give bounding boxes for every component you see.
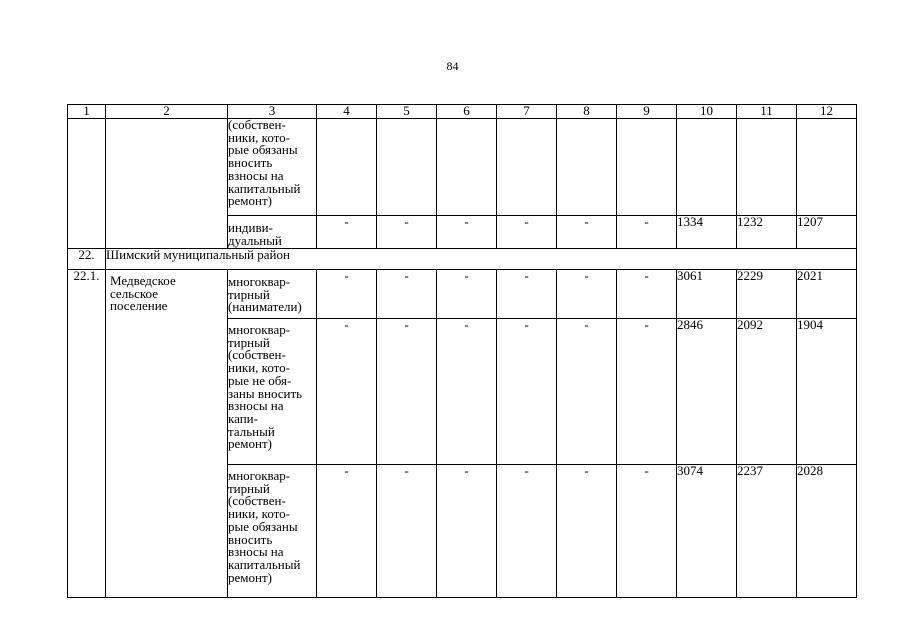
dash-cell: - [557,465,617,598]
table-cell [317,119,377,216]
table-cell [677,119,737,216]
column-header: 7 [497,105,557,119]
dash-cell: - [557,270,617,319]
value-cell: 1334 [677,216,737,249]
column-header: 1 [68,105,106,119]
table-cell [437,119,497,216]
dash-cell: - [317,216,377,249]
dash-cell: - [497,216,557,249]
dash-cell: - [497,319,557,465]
value-cell: 2092 [737,319,797,465]
column-header: 9 [617,105,677,119]
dash-cell: - [437,270,497,319]
category-cell: индиви- дуальный [228,216,317,249]
table-cell [557,119,617,216]
column-header: 2 [106,105,228,119]
table-cell [497,119,557,216]
dash-cell: - [377,216,437,249]
settlement-name: Медведское сельское поселение [106,270,228,598]
dash-cell: - [377,465,437,598]
value-cell: 3061 [677,270,737,319]
header-row [68,105,857,119]
column-header: 8 [557,105,617,119]
value-cell: 2846 [677,319,737,465]
dash-cell: - [437,216,497,249]
column-header: 10 [677,105,737,119]
dash-cell: - [617,319,677,465]
value-cell: 2237 [737,465,797,598]
table-row-tenants [68,270,857,319]
district-name: Шимский муниципальный район [106,249,857,270]
dash-cell: - [317,270,377,319]
value-cell: 3074 [677,465,737,598]
dash-cell: - [377,270,437,319]
column-header: 4 [317,105,377,119]
dash-cell: - [617,270,677,319]
table-cell [617,119,677,216]
value-cell: 1904 [797,319,857,465]
dash-cell: - [437,465,497,598]
value-cell: 2229 [737,270,797,319]
column-header: 3 [228,105,317,119]
table-cell [797,119,857,216]
tariff-table [67,104,857,598]
column-header: 6 [437,105,497,119]
dash-cell: - [377,319,437,465]
value-cell: 2028 [797,465,857,598]
settlement-code: 22.1. [68,270,106,598]
dash-cell: - [617,216,677,249]
category-cell: многоквар- тирный (наниматели) [228,270,317,319]
page-number: 84 [446,59,459,73]
value-cell: 2021 [797,270,857,319]
table-cell [68,119,106,249]
dash-cell: - [497,465,557,598]
table-row-continued [68,119,857,216]
table-cell [377,119,437,216]
category-cell: многоквар- тирный (собствен- ники, кото- рые обязаны вносить взносы на капитальный ремонт) [228,465,317,598]
column-header: 11 [737,105,797,119]
dash-cell: - [317,319,377,465]
column-header: 12 [797,105,857,119]
district-row [68,249,857,270]
dash-cell: - [317,465,377,598]
table-cell [737,119,797,216]
category-cell: многоквар- тирный (собствен- ники, кото- рые не обя- заны вносить взносы на капи- тальный ремонт) [228,319,317,465]
district-code: 22. [68,249,106,270]
dash-cell: - [557,319,617,465]
dash-cell: - [497,270,557,319]
dash-cell: - [617,465,677,598]
column-header: 5 [377,105,437,119]
dash-cell: - [557,216,617,249]
value-cell: 1207 [797,216,857,249]
dash-cell: - [437,319,497,465]
table-cell [106,119,228,249]
category-cell: (собствен- ники, кото- рые обязаны вносить взносы на капитальный ремонт) [228,119,317,216]
value-cell: 1232 [737,216,797,249]
